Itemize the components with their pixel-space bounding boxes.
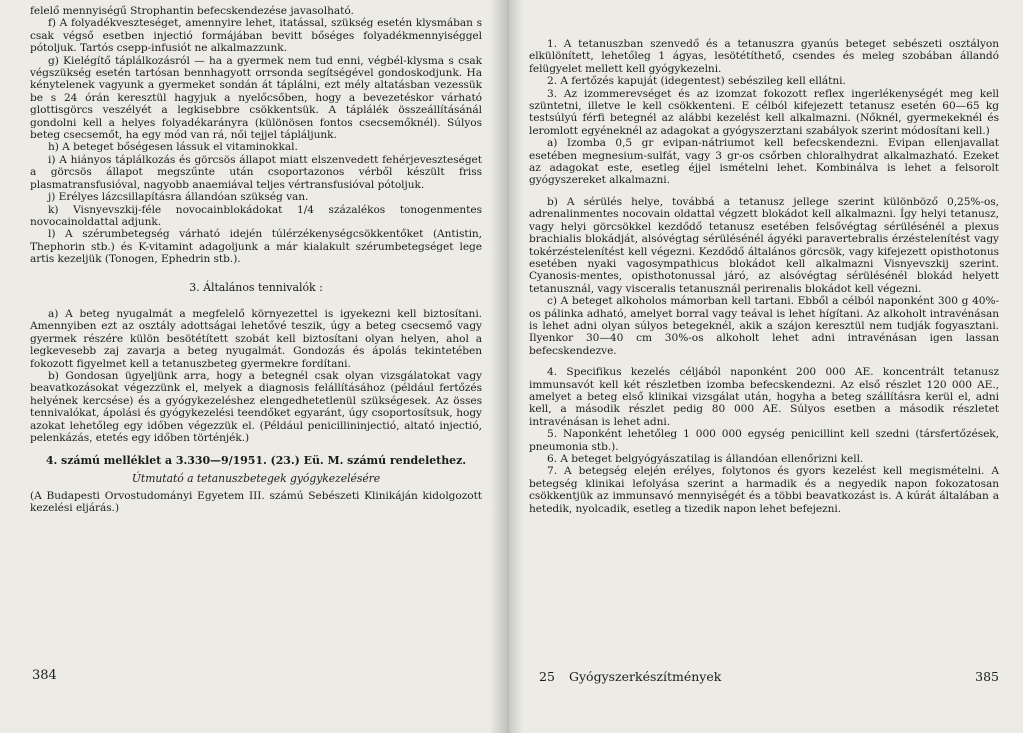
spacer <box>529 187 999 196</box>
paragraph: a) Izomba 0,5 gr evipan-nátriumot kell befecskendezni. Evipan ellenjavallat esetében megnesium-sulfát, vagy 3 gr-os csőrben chloralhydrat alkalmazható. Ezeket az adagokat este, esetleg éjjel ismételni lehet. Kombinálva is lehet a felsorolt gyógyszereket alkalmazni. <box>529 137 999 187</box>
right-page <box>508 0 1023 733</box>
page-footer <box>539 669 999 684</box>
footer-signature-number: 25 <box>539 669 555 684</box>
gutter-shadow <box>490 0 508 733</box>
page-number: 384 <box>32 668 57 683</box>
paragraph: 4. Specifikus kezelés céljából naponként 200 000 AE. koncentrált tetanusz immunsavót kell két részletben izomba befecskendezni. Az első részlet 120 000 AE., amelyet a beteg első klinikai vizsgálat után, hogyha a beteg szállításra kerül el, adni kell, a második részlet pedig 80 000 AE. Súlyos esetben a második részletet intravénásan is lehet adni. <box>529 366 999 428</box>
page-number: 385 <box>975 669 999 684</box>
paragraph: b) Gondosan ügyeljünk arra, hogy a betegnél csak olyan vizsgálatokat vagy beavatkozásokat végezzünk el, melyek a diagnosis felállításához (például fertőzés helyének kercsése) és a gyógykezeléshez elengedhetetlenül szükségesek. Az össes tennivalókat, ápolási és gyógykezelési teendőket egyaránt, úgy csoportosítsuk, hogy azokat lehetőleg egy időben végezzük el. (Például penicillininjectió, altató injectió, pelenkázás, etetés egy időben történjék.) <box>30 369 482 444</box>
paragraph: f) A folyadékveszteséget, amennyire lehet, itatással, szükség esetén klysmában s csak végső esetben injectió formájában bevitt bőséges folyadékmennyiséggel pótoljuk. Tartós csepp-infusiót ne alkalmazzunk. <box>30 17 482 55</box>
gutter-shadow <box>509 0 523 733</box>
paragraph: c) A beteget alkoholos mámorban kell tartani. Ebből a célból naponként 300 g 40%-os pálinka adható, amelyet borral vagy teával is lehet hígítani. Az alkoholt intravénásan is lehet adni olyan súlyos betegeknél, akik a szájon keresztül nem tudják fogyasztani. Ilyenkor 30—40 cm 30%-os alkoholt lehet adni intravénásan igen lassan befecskendezve. <box>529 295 999 357</box>
paragraph: l) A szérumbetegség várható idején túlérzékenységcsökkentőket (Antistin, Thephorin stb.) és K-vitamint adagoljunk a már kialakult szérumbetegséget lege artis kezeljük (Tonogen, Ephedrin stb.). <box>30 228 482 266</box>
paragraph: b) A sérülés helye, továbbá a tetanusz jellege szerint különböző 0,25%-os, adrenalinmentes nocovain oldattal végzett blokádot kell alkalmazni. Így helyi tetanusz, vagy helyi görcsökkel kezdődő tetanusz esetében felsővégtag sérülésénél a plexus brachialis blokádját, alsóvégtag sérülésénél ágyéki paravertebralis érzéstelenítést vagy tokérzéstelenítést kell végezni. Kezdődő általános görcsök, vagy kifejezett opisthotonus esetében nyaki vagosympathicus blokádot kell alkalmazni Visnyevszkij szerint. Cyanosis-mentes, opisthotonussal járó, az alsóvégtag sérülésénél blokád helyett tetanusznál, vagy visceralis tetanusznál perirenalis blokádot kell végezni. <box>529 195 999 295</box>
paragraph: 5. Naponként lehetőleg 1 000 000 egység penicillint kell szedni (társfertőzések, pneumonia stb.). <box>529 428 999 453</box>
paragraph: j) Erélyes lázcsillapításra állandóan szükség van. <box>48 191 309 204</box>
paragraph: g) Kielégítő táplálkozásról — ha a gyermek nem tud enni, végbél-klysma s csak végszükség esetén tartósan bennhagyott orrsonda segítségével gondoskodjunk. Ha kénytelenek vagyunk a gyermeket sondán át táplálni, ezt mély altatásban vezessük be s 24 órán keresztül hagyjuk a nyelőcsőben, hogy a bevezetéskor várható glottisgörcs veszélyét a legkisebbre csökkentsük. A táplálék összeállításánál gondolni kell a helyes folyadékarányra (különösen fontos csecsemőknél). Súlyos beteg csecsemőt, ha egy mód van rá, női tejjel tápláljunk. <box>30 54 482 142</box>
appendix-title: 4. számú melléklet a 3.330—9/1951. (23.) Eü. M. számú rendelethez. <box>45 454 467 468</box>
paragraph: 7. A betegség elején erélyes, folytonos és gyors kezelést kell megismételni. A betegség klinikai lefolyása szerint a harmadik és a negyedik napon fokozatosan csökkentjük az immunsavó mennyiségét és a többi beavatkozást is. A kúrát általában a hetedik, nyolcadik, esetleg a tizedik napon lehet befejezni. <box>529 465 999 515</box>
paragraph: felelő mennyiségű Strophantin befecskendezése javasolható. <box>30 5 354 17</box>
paragraph: 1. A tetanuszban szenvedő és a tetanuszra gyanús beteget sebészeti osztályon elkülönített, lehetőleg 1 ágyas, lesötétíthető, csendes és meleg szobában állandó felügyelet mellett kell gyógykezelni. <box>529 38 999 75</box>
appendix-source: (A Budapesti Orvostudományi Egyetem III. számú Sebészeti Klinikáján kidolgozott kezelési eljárás.) <box>30 489 482 515</box>
paragraph: a) A beteg nyugalmát a megfelelő környezettel is igyekezni kell biztosítani. Amennyiben ezt az osztály adottságai lehetővé teszik, úgy a beteg csecsemő vagy gyermek részére külön besötétített szobát kell biztosítani olyan helyen, ahol a legkevesebb zaj zavarja a beteg nyugalmát. Gondozás és ápolás tekintetében fokozott figyelmet kell a tetanuszbeteg gyermekre fordítani. <box>30 307 482 370</box>
appendix-subtitle: Útmutató a tetanuszbetegek gyógykezelésére <box>131 472 381 486</box>
paragraph: i) A hiányos táplálkozás és görcsös állapot miatt elszenvedett fehérjeveszteséget a görcsös állapot megszűnte után csoportazonos vérből készült friss plasmatransfusióval, nagyobb anaemiával teljes vértransfusióval pótoljuk. <box>30 153 482 191</box>
paragraph: 6. A beteget belgyógyászatilag is állandóan ellenőrizni kell. <box>547 453 864 465</box>
paragraph: 3. Az izommerevséget és az izomzat fokozott reflex ingerlékenységét meg kell szüntetni, illetve le kell csökkenteni. E célból kifejezett tetanusz esetén 60—65 kg testsúlyú férfi betegnél az alábbi kezelést kell alkalmazni. (Nőknél, gyermekeknél és leromlott egyéneknél az adagokat a gyógyszerztani szabályok szerint módosítani kell.) <box>529 87 999 137</box>
section-title: 3. Általános tennivalók : <box>189 280 323 294</box>
paragraph: 2. A fertőzés kapuját (idegentest) sebészileg kell ellátni. <box>547 75 846 88</box>
spacer <box>529 357 999 366</box>
paragraph: k) Visnyevszkij-féle novocainblokádokat 1/4 százalékos tonogenmentes novocainoldattal adjunk. <box>30 203 482 228</box>
left-page <box>0 0 508 733</box>
footer-title: Gyógyszerkészítmények <box>569 669 722 684</box>
paragraph: h) A beteget bőségesen lássuk el vitaminokkal. <box>48 141 298 154</box>
